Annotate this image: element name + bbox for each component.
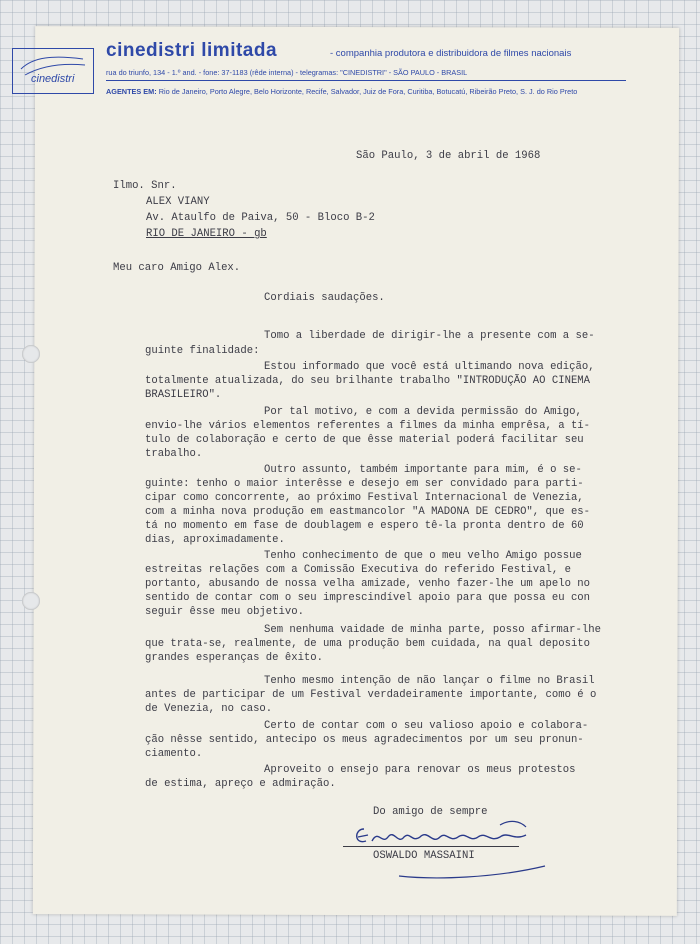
body-line: guinte: tenho o maior interêsse e desejo em ser convidado para parti- [145, 478, 584, 490]
agents-label: AGENTES EM: [106, 87, 157, 96]
letter-date: São Paulo, 3 de abril de 1968 [356, 150, 541, 162]
film-reel-icon [13, 49, 93, 93]
body-line: que trata-se, realmente, de uma produção bem cuidada, na qual deposito [145, 638, 591, 650]
closing: Do amigo de sempre [373, 806, 488, 818]
company-name: cinedistri limitada [106, 40, 278, 61]
body-line: Tenho conhecimento de que o meu velho Amigo possue [264, 550, 582, 562]
recipient-city: RIO DE JANEIRO - gb [146, 228, 267, 240]
body-line: totalmente atualizada, do seu brilhante trabalho "INTRODUÇÃO AO CINEMA [145, 375, 591, 387]
signer-name: OSWALDO MASSAINI [373, 850, 475, 862]
body-line: tulo de colaboração e certo de que êsse material poderá facilitar seu [145, 434, 584, 446]
body-line: ção nêsse sentido, antecipo os meus agradecimentos por um seu pronun- [145, 734, 584, 746]
logo-wordmark: cinedistri [31, 73, 75, 85]
body-line: Aproveito o ensejo para renovar os meus protestos [264, 764, 576, 776]
agents-cities: Rio de Janeiro, Porto Alegre, Belo Horizonte, Recife, Salvador, Juiz de Fora, Curitiba, Botucatú, Ribeirão Preto, S. J. do Rio Preto [158, 87, 578, 96]
signature [350, 815, 550, 855]
agents-line [106, 87, 577, 96]
company-logo [12, 48, 94, 94]
body-line: Outro assunto, também importante para mim, é o se- [264, 464, 582, 476]
body-line: Tenho mesmo intenção de não lançar o filme no Brasil [264, 675, 595, 687]
body-line: dias, aproximadamente. [145, 534, 285, 546]
punch-hole [22, 592, 40, 610]
body-line: grandes esperanças de êxito. [145, 652, 324, 664]
body-line: portanto, abusando de nossa velha amizade, venho fazer-lhe um apelo no [145, 578, 591, 590]
signature-underline-stroke [395, 858, 555, 882]
recipient-title: Ilmo. Snr. [113, 180, 177, 192]
body-line: Estou informado que você está ultimando nova edição, [264, 361, 595, 373]
body-line: Certo de contar com o seu valioso apoio e colabora- [264, 720, 589, 732]
recipient-name: ALEX VIANY [146, 196, 210, 208]
recipient-street: Av. Ataulfo de Paiva, 50 - Bloco B-2 [146, 212, 375, 224]
company-tagline: - companhia produtora e distribuidora de filmes nacionais [330, 48, 572, 59]
company-address: rua do triunfo, 134 - 1.º and. - fone: 37-1183 (rêde interna) - telegramas: "CINEDISTRI" - SÃO PAULO - BRASIL [106, 68, 468, 77]
body-line: guinte finalidade: [145, 345, 260, 357]
body-line: ciamento. [145, 748, 203, 760]
letterhead-divider [106, 80, 626, 81]
body-line: antes de participar de um Festival verdadeiramente importante, como é o [145, 689, 597, 701]
signature-line [343, 846, 519, 847]
body-line: tá no momento em fase de doublagem e espero tê-la pronta dentro de 60 [145, 520, 584, 532]
body-line: seguir êsse meu objetivo. [145, 606, 304, 618]
body-line: Tomo a liberdade de dirigir-lhe a presente com a se- [264, 330, 595, 342]
body-line: cipar como concorrente, ao próximo Festival Internacional de Venezia, [145, 492, 584, 504]
body-line: de Venezia, no caso. [145, 703, 273, 715]
body-line: envio-lhe vários elementos referentes a filmes da minha emprêsa, a tí- [145, 420, 591, 432]
salutation: Meu caro Amigo Alex. [113, 262, 241, 274]
body-line: de estima, apreço e admiração. [145, 778, 336, 790]
body-line: BRASILEIRO". [145, 389, 222, 401]
greeting: Cordiais saudações. [264, 292, 385, 304]
body-line: Sem nenhuma vaidade de minha parte, posso afirmar-lhe [264, 624, 601, 636]
body-line: trabalho. [145, 448, 203, 460]
body-line: com a minha nova produção em eastmancolor "A MADONA DE CEDRO", que es- [145, 506, 591, 518]
body-line: Por tal motivo, e com a devida permissão do Amigo, [264, 406, 582, 418]
body-line: estreitas relações com a Comissão Executiva do referido Festival, e [145, 564, 571, 576]
punch-hole [22, 345, 40, 363]
body-line: sentido de contar com o seu imprescindível apoio para que possa eu con [145, 592, 591, 604]
